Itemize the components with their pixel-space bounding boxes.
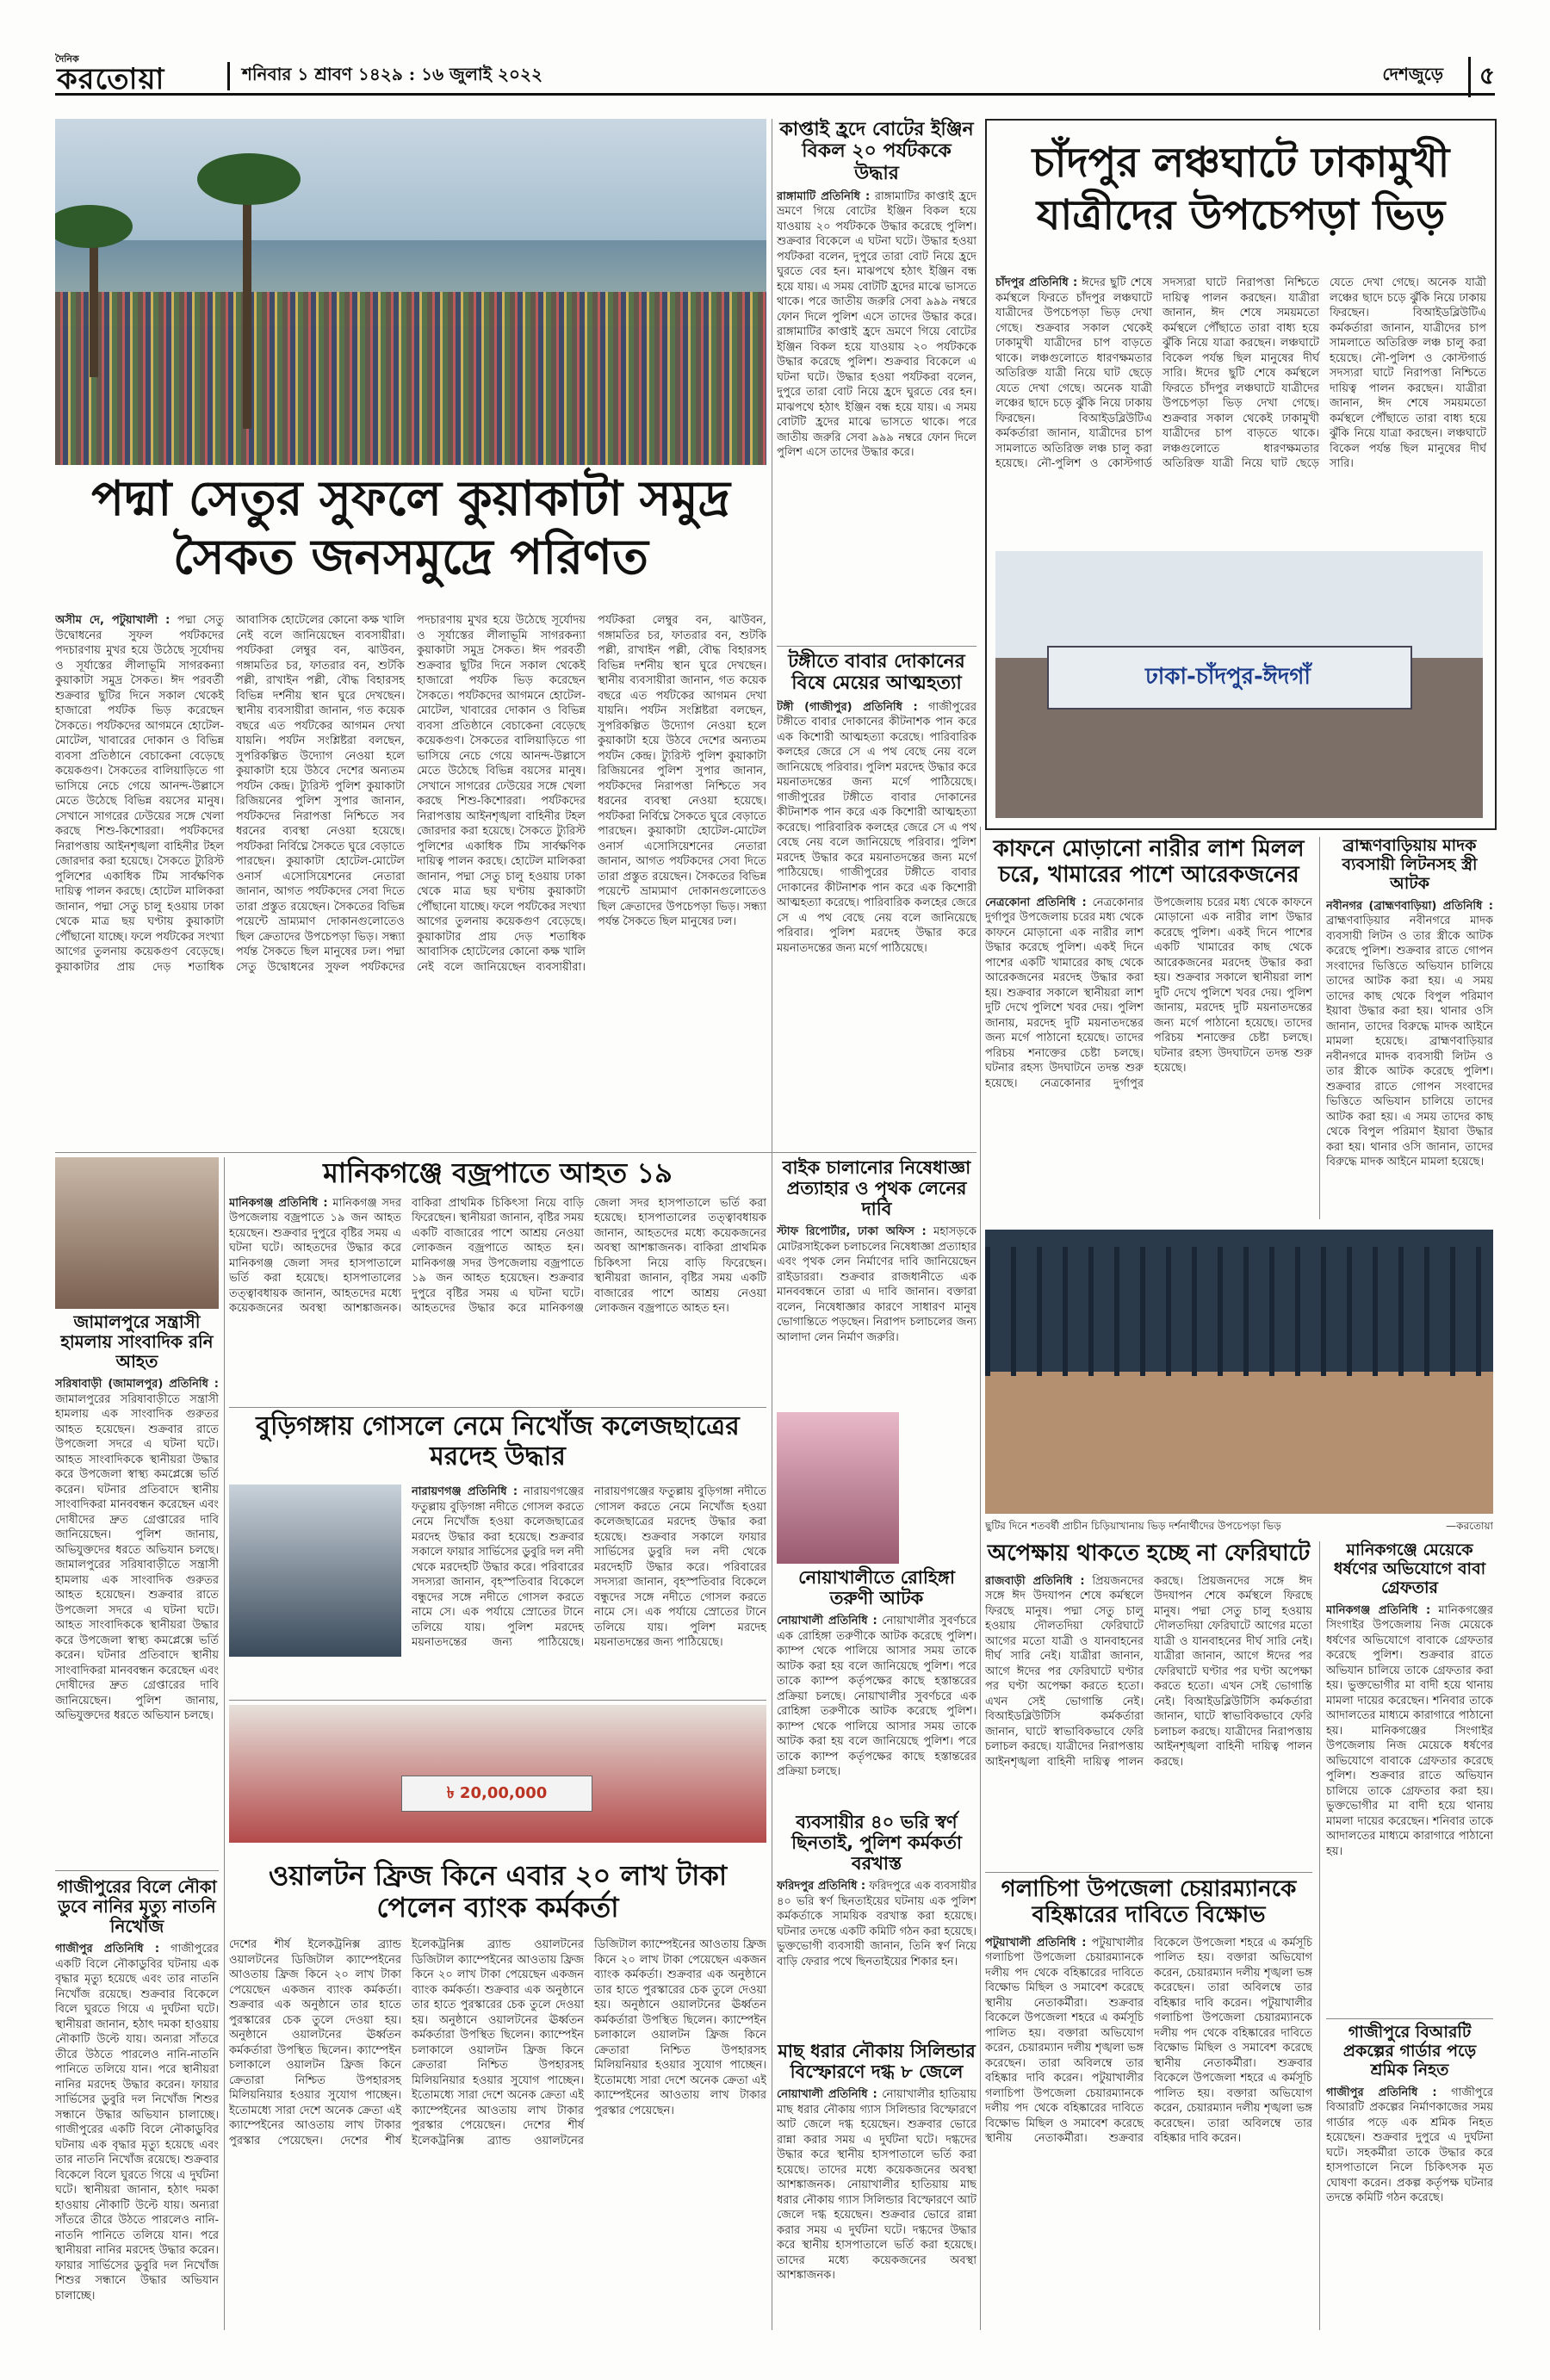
- newspaper-logo: দৈনিক করতোয়া: [55, 53, 165, 96]
- kuakata-article: অসীম দে, পটুয়াখালী : পদ্মা সেতু উদ্বোধনের সুফল পর্যটকদের পদচারণায় মুখর হয়ে উঠেছে সূর্যোদয় ও সূর্যাস্তের লীলাভূমি সাগরকন্যা কুয়াকাটা সমুদ্র সৈকত। ঈদ পরবর্তী শুক্রবার ছুটির দিনে সকাল থেকেই হাজারো পর্যটক ভিড় করেছেন সৈকতে। পর্যটকদের আগমনে হোটেল-মোটেল, খাবারের দোকান ও বিভিন্ন ব্যবসা প্রতিষ্ঠানে বেচাকেনা বেড়েছে কয়েকগুণ। সৈকতের বালিয়াড়িতে গা ভাসিয়ে নেচে গেয়ে আনন্দ-উল্লাসে মেতে উঠেছে বিভিন্ন বয়সের মানুষ। সেখানে সাগরের ঢেউয়ের সঙ্গে খেলা করছে শিশু-কিশোররা। পর্যটকদের নিরাপত্তায় আইনশৃঙ্খলা বাহিনীর টহল জোরদার করা হয়েছে। সৈকতে ট্যুরিস্ট পুলিশের একাধিক টিম সার্বক্ষণিক দায়িত্ব পালন করছে। হোটেল মালিকরা জানান, পদ্মা সেতু চালু হওয়ায় ঢাকা থেকে মাত্র ছয় ঘণ্টায় কুয়াকাটা পৌঁছানো যাচ্ছে। ফলে পর্যটকের সংখ্যা আগের তুলনায় কয়েকগুণ বেড়েছে। কুয়াকাটার প্রায় দেড় শতাধিক আবাসিক হোটেলের কোনো কক্ষ খালি নেই বলে জানিয়েছেন ব্যবসায়ীরা। পর্যটকরা লেম্বুর বন, ঝাউবন, গঙ্গামতির চর, ফাতরার বন, শুটকি পল্লী, রাখাইন পল্লী, বৌদ্ধ বিহারসহ বিভিন্ন দর্শনীয় স্থান ঘুরে দেখছেন। স্থানীয় ব্যবসায়ীরা জানান, গত কয়েক বছরে এত পর্যটকের আগমন দেখা যায়নি। পর্যটন সংশ্লিষ্টরা বলছেন, সুপরিকল্পিত উদ্যোগ নেওয়া হলে কুয়াকাটা হয়ে উঠবে দেশের অন্যতম পর্যটন কেন্দ্র। ট্যুরিস্ট পুলিশ কুয়াকাটা রিজিয়নের পুলিশ সুপার জানান, পর্যটকদের নিরাপত্তা নিশ্চিতে সব ধরনের ব্যবস্থা নেওয়া হয়েছে। পর্যটকরা নির্বিঘ্নে সৈকতে ঘুরে বেড়াতে পারছেন। কুয়াকাটা হোটেল-মোটেল ওনার্স এসোসিয়েশনের নেতারা জানান, আগত পর্যটকদের সেবা দিতে তারা প্রস্তুত রয়েছেন। সৈকতের বিভিন্ন পয়েন্টে ভ্রাম্যমাণ দোকানগুলোতেও ছিল ক্রেতাদের উপচেপড়া ভিড়। সন্ধ্যা পর্যন্ত সৈকতে ছিল মানুষের ঢল। পদ্মা সেতু উদ্বোধনের সুফল পর্যটকদের পদচারণায় মুখর হয়ে উঠেছে সূর্যোদয় ও সূর্যাস্তের লীলাভূমি সাগরকন্যা কুয়াকাটা সমুদ্র সৈকত। ঈদ পরবর্তী শুক্রবার ছুটির দিনে সকাল থেকেই হাজারো পর্যটক ভিড় করেছেন সৈকতে। পর্যটকদের আগমনে হোটেল-মোটেল, খাবারের দোকান ও বিভিন্ন ব্যবসা প্রতিষ্ঠানে বেচাকেনা বেড়েছে কয়েকগুণ। সৈকতের বালিয়াড়িতে গা ভাসিয়ে নেচে গেয়ে আনন্দ-উল্লাসে মেতে উঠেছে বিভিন্ন বয়সের মানুষ। সেখানে সাগরের ঢেউয়ের সঙ্গে খেলা করছে শিশু-কিশোররা। পর্যটকদের নিরাপত্তায় আইনশৃঙ্খলা বাহিনীর টহল জোরদার করা হয়েছে। সৈকতে ট্যুরিস্ট পুলিশের একাধিক টিম সার্বক্ষণিক দায়িত্ব পালন করছে। হোটেল মালিকরা জানান, পদ্মা সেতু চালু হওয়ায় ঢাকা থেকে মাত্র ছয় ঘণ্টায় কুয়াকাটা পৌঁছানো যাচ্ছে। ফলে পর্যটকের সংখ্যা আগের তুলনায় কয়েকগুণ বেড়েছে। কুয়াকাটার প্রায় দেড় শতাধিক আবাসিক হোটেলের কোনো কক্ষ খালি নেই বলে জানিয়েছেন ব্যবসায়ীরা। পর্যটকরা লেম্বুর বন, ঝাউবন, গঙ্গামতির চর, ফাতরার বন, শুটকি পল্লী, রাখাইন পল্লী, বৌদ্ধ বিহারসহ বিভিন্ন দর্শনীয় স্থান ঘুরে দেখছেন। স্থানীয় ব্যবসায়ীরা জানান, গত কয়েক বছরে এত পর্যটকের আগমন দেখা যায়নি। পর্যটন সংশ্লিষ্টরা বলছেন, সুপরিকল্পিত উদ্যোগ নেওয়া হলে কুয়াকাটা হয়ে উঠবে দেশের অন্যতম পর্যটন কেন্দ্র। ট্যুরিস্ট পুলিশ কুয়াকাটা রিজিয়নের পুলিশ সুপার জানান, পর্যটকদের নিরাপত্তা নিশ্চিতে সব ধরনের ব্যবস্থা নেওয়া হয়েছে। পর্যটকরা নির্বিঘ্নে সৈকতে ঘুরে বেড়াতে পারছেন। কুয়াকাটা হোটেল-মোটেল ওনার্স এসোসিয়েশনের নেতারা জানান, আগত পর্যটকদের সেবা দিতে তারা প্রস্তুত রয়েছেন। সৈকতের বিভিন্ন পয়েন্টে ভ্রাম্যমাণ দোকানগুলোতেও ছিল ক্রেতাদের উপচেপড়া ভিড়। সন্ধ্যা পর্যন্ত সৈকতে ছিল মানুষের ঢল।: [55, 614, 766, 974]
- galachipa-story: গলাচিপা উপজেলা চেয়ারম্যানকে বহিষ্কারের দাবিতে বিক্ষোভ পটুয়াখালী প্রতিনিধি : পটুয়াখালীর গলাচিপা উপজেলা চেয়ারম্যানকে দলীয় পদ থেকে বহিষ্কারের দাবিতে বিক্ষোভ মিছিল ও সমাবেশ করেছে স্থানীয় নেতাকর্মীরা। শুক্রবার বিকেলে উপজেলা শহরে এ কর্মসূচি পালিত হয়। বক্তারা অভিযোগ করেন, চেয়ারম্যান দলীয় শৃঙ্খলা ভঙ্গ করেছেন। তারা অবিলম্বে তার বহিষ্কার দাবি করেন। পটুয়াখালীর গলাচিপা উপজেলা চেয়ারম্যানকে দলীয় পদ থেকে বহিষ্কারের দাবিতে বিক্ষোভ মিছিল ও সমাবেশ করেছে স্থানীয় নেতাকর্মীরা। শুক্রবার বিকেলে উপজেলা শহরে এ কর্মসূচি পালিত হয়। বক্তারা অভিযোগ করেন, চেয়ারম্যান দলীয় শৃঙ্খলা ভঙ্গ করেছেন। তারা অবিলম্বে তার বহিষ্কার দাবি করেন। পটুয়াখালীর গলাচিপা উপজেলা চেয়ারম্যানকে দলীয় পদ থেকে বহিষ্কারের দাবিতে বিক্ষোভ মিছিল ও সমাবেশ করেছে স্থানীয় নেতাকর্মীরা। শুক্রবার বিকেলে উপজেলা শহরে এ কর্মসূচি পালিত হয়। বক্তারা অভিযোগ করেন, চেয়ারম্যান দলীয় শৃঙ্খলা ভঙ্গ করেছেন। তারা অবিলম্বে তার বহিষ্কার দাবি করেন।: [985, 1876, 1312, 2146]
- cylinder-story: মাছ ধরার নৌকায় সিলিন্ডার বিস্ফোরণে দগ্ধ ৮ জেলে নোয়াখালী প্রতিনিধি : নোয়াখালীর হাতিয়ায় মাছ ধরার নৌকায় গ্যাস সিলিন্ডার বিস্ফোরণে আট জেলে দগ্ধ হয়েছেন। শুক্রবার ভোরে রান্না করার সময় এ দুর্ঘটনা ঘটে। দগ্ধদের উদ্ধার করে স্থানীয় হাসপাতালে ভর্তি করা হয়েছে। তাদের মধ্যে কয়েকজনের অবস্থা আশঙ্কাজনক। নোয়াখালীর হাতিয়ায় মাছ ধরার নৌকায় গ্যাস সিলিন্ডার বিস্ফোরণে আট জেলে দগ্ধ হয়েছেন। শুক্রবার ভোরে রান্না করার সময় এ দুর্ঘটনা ঘটে। দগ্ধদের উদ্ধার করে স্থানীয় হাসপাতালে ভর্তি করা হয়েছে। তাদের মধ্যে কয়েকজনের অবস্থা আশঙ্কাজনক।: [777, 2041, 976, 2283]
- jamalpur-story: জামালপুরে সন্ত্রাসী হামলায় সাংবাদিক রনি আহত সরিষাবাড়ী (জামালপুর) প্রতিনিধি : জামালপুরের সরিষাবাড়ীতে সন্ত্রাসী হামলায় এক সাংবাদিক গুরুতর আহত হয়েছেন। শুক্রবার রাতে উপজেলা সদরে এ ঘটনা ঘটে। আহত সাংবাদিককে স্থানীয়রা উদ্ধার করে উপজেলা স্বাস্থ্য কমপ্লেক্সে ভর্তি করেন। ঘটনার প্রতিবাদে স্থানীয় সাংবাদিকরা মানববন্ধন করেছেন এবং দোষীদের দ্রুত গ্রেপ্তারের দাবি জানিয়েছেন। পুলিশ জানায়, অভিযুক্তদের ধরতে অভিযান চলছে। জামালপুরের সরিষাবাড়ীতে সন্ত্রাসী হামলায় এক সাংবাদিক গুরুতর আহত হয়েছেন। শুক্রবার রাতে উপজেলা সদরে এ ঘটনা ঘটে। আহত সাংবাদিককে স্থানীয়রা উদ্ধার করে উপজেলা স্বাস্থ্য কমপ্লেক্সে ভর্তি করেন। ঘটনার প্রতিবাদে স্থানীয় সাংবাদিকরা মানববন্ধন করেছেন এবং দোষীদের দ্রুত গ্রেপ্তারের দাবি জানিয়েছেন। পুলিশ জানায়, অভিযুক্তদের ধরতে অভিযান চলছে।: [55, 1311, 219, 1722]
- chandpur-headline: চাঁদপুর লঞ্চঘাটে ঢাকামুখী যাত্রীদের উপচেপড়া ভিড়: [1032, 139, 1450, 240]
- gold-story: ব্যবসায়ীর ৪০ ভরি স্বর্ণ ছিনতাই, পুলিশ কর্মকর্তা বরখাস্ত ফরিদপুর প্রতিনিধি : ফরিদপুরে এক ব্যবসায়ীর ৪০ ভরি স্বর্ণ ছিনতাইয়ের ঘটনায় এক পুলিশ কর্মকর্তাকে সাময়িক বরখাস্ত করা হয়েছে। ঘটনার তদন্তে একটি কমিটি গঠন করা হয়েছে। ভুক্তভোগী ব্যবসায়ী জানান, তিনি স্বর্ণ নিয়ে বাড়ি ফেরার পথে ছিনতাইয়ের শিকার হন।: [777, 1812, 976, 1968]
- buriganga-story: বুড়িগঙ্গায় গোসলে নেমে নিখোঁজ কলেজছাত্রের মরদেহ উদ্ধার নারায়ণগঞ্জ প্রতিনিধি : নারায়ণগঞ্জের ফতুল্লায় বুড়িগঙ্গা নদীতে গোসল করতে নেমে নিখোঁজ হওয়া কলেজছাত্রের মরদেহ উদ্ধার করা হয়েছে। শুক্রবার সকালে ফায়ার সার্ভিসের ডুবুরি দল নদী থেকে মরদেহটি উদ্ধার করে। পরিবারের সদস্যরা জানান, বৃহস্পতিবার বিকেলে বন্ধুদের সঙ্গে নদীতে গোসল করতে নামে সে। এক পর্যায়ে স্রোতের টানে তলিয়ে যায়। পুলিশ মরদেহ ময়নাতদন্তের জন্য পাঠিয়েছে। নারায়ণগঞ্জের ফতুল্লায় বুড়িগঙ্গা নদীতে গোসল করতে নেমে নিখোঁজ হওয়া কলেজছাত্রের মরদেহ উদ্ধার করা হয়েছে। শুক্রবার সকালে ফায়ার সার্ভিসের ডুবুরি দল নদী থেকে মরদেহটি উদ্ধার করে। পরিবারের সদস্যরা জানান, বৃহস্পতিবার বিকেলে বন্ধুদের সঙ্গে নদীতে গোসল করতে নামে সে। এক পর্যায়ে স্রোতের টানে তলিয়ে যায়। পুলিশ মরদেহ ময়নাতদন্তের জন্য পাঠিয়েছে।: [229, 1412, 766, 1696]
- walton-ceremony-photo: [229, 1705, 766, 1843]
- manikganj-lightning-story: মানিকগঞ্জে বজ্রপাতে আহত ১৯ মানিকগঞ্জ প্রতিনিধি : মানিকগঞ্জ সদর উপজেলায় বজ্রপাতে ১৯ জন আহত হয়েছেন। শুক্রবার দুপুরে বৃষ্টির সময় এ ঘটনা ঘটে। আহতদের উদ্ধার করে মানিকগঞ্জ জেলা সদর হাসপাতালে ভর্তি করা হয়েছে। হাসপাতালের তত্ত্বাবধায়ক জানান, আহতদের মধ্যে কয়েকজনের অবস্থা আশঙ্কাজনক। বাকিরা প্রাথমিক চিকিৎসা নিয়ে বাড়ি ফিরেছেন। স্থানীয়রা জানান, বৃষ্টির সময় একটি বাজারের পাশে আশ্রয় নেওয়া লোকজন বজ্রপাতে আহত হন। মানিকগঞ্জ সদর উপজেলায় বজ্রপাতে ১৯ জন আহত হয়েছেন। শুক্রবার দুপুরে বৃষ্টির সময় এ ঘটনা ঘটে। আহতদের উদ্ধার করে মানিকগঞ্জ জেলা সদর হাসপাতালে ভর্তি করা হয়েছে। হাসপাতালের তত্ত্বাবধায়ক জানান, আহতদের মধ্যে কয়েকজনের অবস্থা আশঙ্কাজনক। বাকিরা প্রাথমিক চিকিৎসা নিয়ে বাড়ি ফিরেছেন। স্থানীয়রা জানান, বৃষ্টির সময় একটি বাজারের পাশে আশ্রয় নেওয়া লোকজন বজ্রপাতে আহত হন।: [229, 1156, 766, 1316]
- row-divider: [55, 1870, 219, 1871]
- kaptai-story: কাপ্তাই হ্রদে বোটের ইঞ্জিন বিকল ২০ পর্যটককে উদ্ধার রাঙ্গামাটি প্রতিনিধি : রাঙ্গামাটির কাপ্তাই হ্রদে ভ্রমণে গিয়ে বোটের ইঞ্জিন বিকল হয়ে যাওয়ায় ২০ পর্যটককে উদ্ধার করেছে পুলিশ। শুক্রবার বিকেলে এ ঘটনা ঘটে। উদ্ধার হওয়া পর্যটকরা বলেন, দুপুরে তারা বোট নিয়ে হ্রদে ঘুরতে বের হন। মাঝপথে হঠাৎ ইঞ্জিন বন্ধ হয়ে যায়। এ সময় বোটটি হ্রদের মাঝে ভাসতে থাকে। পরে জাতীয় জরুরি সেবা ৯৯৯ নম্বরে ফোন দিলে পুলিশ এসে তাদের উদ্ধার করে। রাঙ্গামাটির কাপ্তাই হ্রদে ভ্রমণে গিয়ে বোটের ইঞ্জিন বিকল হয়ে যাওয়ায় ২০ পর্যটককে উদ্ধার করেছে পুলিশ। শুক্রবার বিকেলে এ ঘটনা ঘটে। উদ্ধার হওয়া পর্যটকরা বলেন, দুপুরে তারা বোট নিয়ে হ্রদে ঘুরতে বের হন। মাঝপথে হঠাৎ ইঞ্জিন বন্ধ হয়ে যায়। এ সময় বোটটি হ্রদের মাঝে ভাসতে থাকে। পরে জাতীয় জরুরি সেবা ৯৯৯ নম্বরে ফোন দিলে পুলিশ এসে তাদের উদ্ধার করে।: [777, 119, 976, 460]
- section-name: দেশজুড়ে: [1382, 64, 1443, 84]
- column-divider: [1319, 837, 1320, 1219]
- zoo-crowd-photo: [985, 1230, 1493, 1514]
- student-photo: [229, 1484, 401, 1657]
- bike-ban-story: বাইক চালানোর নিষেধাজ্ঞা প্রত্যাহার ও পৃথক লেনের দাবি স্টাফ রিপোর্টার, ঢাকা অফিস : মহাসড়কে মোটরসাইকেল চলাচলের নিষেধাজ্ঞা প্রত্যাহার এবং পৃথক লেন নির্মাণের দাবি জানিয়েছেন রাইডাররা। শুক্রবার রাজধানীতে এক মানববন্ধনে তারা এ দাবি জানান। বক্তারা বলেন, নিষেধাজ্ঞার কারণে সাধারণ মানুষ ভোগান্তিতে পড়ছেন। নিরাপদ চলাচলের জন্য আলাদা লেন নির্মাণ জরুরি।: [777, 1157, 976, 1344]
- column-divider: [1319, 1541, 1320, 2330]
- journalist-photo: [55, 1157, 219, 1309]
- column-divider: [980, 827, 981, 2330]
- brahmanbaria-story: ব্রাহ্মণবাড়িয়ায় মাদক ব্যবসায়ী লিটনসহ স্ত্রী আটক নবীনগর (ব্রাহ্মণবাড়িয়া) প্রতিনিধি : ব্রাহ্মণবাড়িয়ার নবীনগরে মাদক ব্যবসায়ী লিটন ও তার স্ত্রীকে আটক করেছে পুলিশ। শুক্রবার রাতে গোপন সংবাদের ভিত্তিতে অভিযান চালিয়ে তাদের আটক করা হয়। এ সময় তাদের কাছ থেকে বিপুল পরিমাণ ইয়াবা উদ্ধার করা হয়। থানার ওসি জানান, তাদের বিরুদ্ধে মাদক আইনে মামলা হয়েছে। ব্রাহ্মণবাড়িয়ার নবীনগরে মাদক ব্যবসায়ী লিটন ও তার স্ত্রীকে আটক করেছে পুলিশ। শুক্রবার রাতে গোপন সংবাদের ভিত্তিতে অভিযান চালিয়ে তাদের আটক করা হয়। এ সময় তাদের কাছ থেকে বিপুল পরিমাণ ইয়াবা উদ্ধার করা হয়। থানার ওসি জানান, তাদের বিরুদ্ধে মাদক আইনে মামলা হয়েছে।: [1326, 836, 1493, 1169]
- gazipur-boat-story: গাজীপুরের বিলে নৌকা ডুবে নানির মৃত্যু নাতনি নিখোঁজ গাজীপুর প্রতিনিধি : গাজীপুরের একটি বিলে নৌকাডুবির ঘটনায় এক বৃদ্ধার মৃত্যু হয়েছে এবং তার নাতনি নিখোঁজ রয়েছে। শুক্রবার বিকেলে বিলে ঘুরতে গিয়ে এ দুর্ঘটনা ঘটে। স্থানীয়রা জানান, হঠাৎ দমকা হাওয়ায় নৌকাটি উল্টে যায়। অন্যরা সাঁতরে তীরে উঠতে পারলেও নানি-নাতনি পানিতে তলিয়ে যান। পরে স্থানীয়রা নানির মরদেহ উদ্ধার করেন। ফায়ার সার্ভিসের ডুবুরি দল নিখোঁজ শিশুর সন্ধানে উদ্ধার অভিযান চালাচ্ছে। গাজীপুরের একটি বিলে নৌকাডুবির ঘটনায় এক বৃদ্ধার মৃত্যু হয়েছে এবং তার নাতনি নিখোঁজ রয়েছে। শুক্রবার বিকেলে বিলে ঘুরতে গিয়ে এ দুর্ঘটনা ঘটে। স্থানীয়রা জানান, হঠাৎ দমকা হাওয়ায় নৌকাটি উল্টে যায়। অন্যরা সাঁতরে তীরে উঠতে পারলেও নানি-নাতনি পানিতে তলিয়ে যান। পরে স্থানীয়রা নানির মরদেহ উদ্ধার করেন। ফায়ার সার্ভিসের ডুবুরি দল নিখোঁজ শিশুর সন্ধানে উদ্ধার অভিযান চালাচ্ছে।: [55, 1876, 219, 2303]
- zoo-photo-caption: ছুটির দিনে শতবর্ষী প্রাচীন চিড়িয়াখানায় ভিড় দর্শনার্থীদের উপচেপড়া ভিড় —করতোয়া: [985, 1520, 1493, 1532]
- kuakata-photo: [55, 119, 766, 465]
- walton-story: ৳ 20,00,000 ওয়ালটন ফ্রিজ কিনে এবার ২০ লাখ টাকা পেলেন ব্যাংক কর্মকর্তা দেশের শীর্ষ ইলেকট্রনিক্স ব্র্যান্ড ওয়ালটনের ডিজিটাল ক্যাম্পেইনের আওতায় ফ্রিজ কিনে ২০ লাখ টাকা পেয়েছেন একজন ব্যাংক কর্মকর্তা। শুক্রবার এক অনুষ্ঠানে তার হাতে পুরস্কারের চেক তুলে দেওয়া হয়। অনুষ্ঠানে ওয়ালটনের ঊর্ধ্বতন কর্মকর্তারা উপস্থিত ছিলেন। ক্যাম্পেইন চলাকালে ওয়ালটন ফ্রিজ কিনে ক্রেতারা নিশ্চিত উপহারসহ মিলিয়নিয়ার হওয়ার সুযোগ পাচ্ছেন। ইতোমধ্যে সারা দেশে অনেক ক্রেতা এই ক্যাম্পেইনের আওতায় লাখ টাকার পুরস্কার পেয়েছেন। দেশের শীর্ষ ইলেকট্রনিক্স ব্র্যান্ড ওয়ালটনের ডিজিটাল ক্যাম্পেইনের আওতায় ফ্রিজ কিনে ২০ লাখ টাকা পেয়েছেন একজন ব্যাংক কর্মকর্তা। শুক্রবার এক অনুষ্ঠানে তার হাতে পুরস্কারের চেক তুলে দেওয়া হয়। অনুষ্ঠানে ওয়ালটনের ঊর্ধ্বতন কর্মকর্তারা উপস্থিত ছিলেন। ক্যাম্পেইন চলাকালে ওয়ালটন ফ্রিজ কিনে ক্রেতারা নিশ্চিত উপহারসহ মিলিয়নিয়ার হওয়ার সুযোগ পাচ্ছেন। ইতোমধ্যে সারা দেশে অনেক ক্রেতা এই ক্যাম্পেইনের আওতায় লাখ টাকার পুরস্কার পেয়েছেন। দেশের শীর্ষ ইলেকট্রনিক্স ব্র্যান্ড ওয়ালটনের ডিজিটাল ক্যাম্পেইনের আওতায় ফ্রিজ কিনে ২০ লাখ টাকা পেয়েছেন একজন ব্যাংক কর্মকর্তা। শুক্রবার এক অনুষ্ঠানে তার হাতে পুরস্কারের চেক তুলে দেওয়া হয়। অনুষ্ঠানে ওয়ালটনের ঊর্ধ্বতন কর্মকর্তারা উপস্থিত ছিলেন। ক্যাম্পেইন চলাকালে ওয়ালটন ফ্রিজ কিনে ক্রেতারা নিশ্চিত উপহারসহ মিলিয়নিয়ার হওয়ার সুযোগ পাচ্ছেন। ইতোমধ্যে সারা দেশে অনেক ক্রেতা এই ক্যাম্পেইনের আওতায় লাখ টাকার পুরস্কার পেয়েছেন।: [229, 1705, 766, 2330]
- chandpur-story: চাঁদপুর লঞ্চঘাটে ঢাকামুখী যাত্রীদের উপচেপড়া ভিড় চাঁদপুর প্রতিনিধি : ঈদের ছুটি শেষে কর্মস্থলে ফিরতে চাঁদপুর লঞ্চঘাটে যাত্রীদের উপচেপড়া ভিড় দেখা গেছে। শুক্রবার সকাল থেকেই ঢাকামুখী যাত্রীদের চাপ বাড়তে থাকে। লঞ্চগুলোতে ধারণক্ষমতার অতিরিক্ত যাত্রী নিয়ে ঘাট ছেড়ে যেতে দেখা গেছে। অনেক যাত্রী লঞ্চের ছাদে চড়ে ঝুঁকি নিয়ে ঢাকায় ফিরছেন। বিআইডব্লিউটিএ কর্মকর্তারা জানান, যাত্রীদের চাপ সামলাতে অতিরিক্ত লঞ্চ চালু করা হয়েছে। নৌ-পুলিশ ও কোস্টগার্ড সদস্যরা ঘাটে নিরাপত্তা নিশ্চিতে দায়িত্ব পালন করছেন। যাত্রীরা জানান, ঈদ শেষে সময়মতো কর্মস্থলে পৌঁছাতে তারা বাধ্য হয়ে ঝুঁকি নিয়ে যাত্রা করছেন। লঞ্চঘাটে বিকেল পর্যন্ত ছিল মানুষের দীর্ঘ সারি। ঈদের ছুটি শেষে কর্মস্থলে ফিরতে চাঁদপুর লঞ্চঘাটে যাত্রীদের উপচেপড়া ভিড় দেখা গেছে। শুক্রবার সকাল থেকেই ঢাকামুখী যাত্রীদের চাপ বাড়তে থাকে। লঞ্চগুলোতে ধারণক্ষমতার অতিরিক্ত যাত্রী নিয়ে ঘাট ছেড়ে যেতে দেখা গেছে। অনেক যাত্রী লঞ্চের ছাদে চড়ে ঝুঁকি নিয়ে ঢাকায় ফিরছেন। বিআইডব্লিউটিএ কর্মকর্তারা জানান, যাত্রীদের চাপ সামলাতে অতিরিক্ত লঞ্চ চালু করা হয়েছে। নৌ-পুলিশ ও কোস্টগার্ড সদস্যরা ঘাটে নিরাপত্তা নিশ্চিতে দায়িত্ব পালন করছেন। যাত্রীরা জানান, ঈদ শেষে সময়মতো কর্মস্থলে পৌঁছাতে তারা বাধ্য হয়ে ঝুঁকি নিয়ে যাত্রা করছেন। লঞ্চঘাটে বিকেল পর্যন্ত ছিল মানুষের দীর্ঘ সারি। ঢাকা-চাঁদপুর-ঈদগাঁ: [985, 119, 1497, 830]
- row-divider: [229, 1407, 766, 1408]
- walton-cheque: ৳ 20,00,000: [401, 1776, 592, 1812]
- row-divider: [985, 1872, 1312, 1873]
- row-divider: [1326, 2018, 1493, 2019]
- column-divider: [224, 1157, 225, 2330]
- manikganj-arrest-story: মানিকগঞ্জে মেয়েকে ধর্ষণের অভিযোগে বাবা গ্রেফতার মানিকগঞ্জ প্রতিনিধি : মানিকগঞ্জের সিংগাইর উপজেলায় নিজ মেয়েকে ধর্ষণের অভিযোগে বাবাকে গ্রেফতার করেছে পুলিশ। শুক্রবার রাতে অভিযান চালিয়ে তাকে গ্রেফতার করা হয়। ভুক্তভোগীর মা বাদী হয়ে থানায় মামলা দায়ের করেছেন। শনিবার তাকে আদালতের মাধ্যমে কারাগারে পাঠানো হয়। মানিকগঞ্জের সিংগাইর উপজেলায় নিজ মেয়েকে ধর্ষণের অভিযোগে বাবাকে গ্রেফতার করেছে পুলিশ। শুক্রবার রাতে অভিযান চালিয়ে তাকে গ্রেফতার করা হয়। ভুক্তভোগীর মা বাদী হয়ে থানায় মামলা দায়ের করেছেন। শনিবার তাকে আদালতের মাধ্যমে কারাগারে পাঠানো হয়।: [1326, 1540, 1493, 1858]
- chandpur-launch-photo: ঢাকা-চাঁদপুর-ঈদগাঁ: [995, 551, 1483, 818]
- row-divider: [777, 646, 976, 647]
- row-divider: [55, 1152, 976, 1153]
- tongi-story: টঙ্গীতে বাবার দোকানের বিষে মেয়ের আত্মহত্যা টঙ্গী (গাজীপুর) প্রতিনিধি : গাজীপুরের টঙ্গীতে বাবার দোকানের কীটনাশক পান করে এক কিশোরী আত্মহত্যা করেছে। পারিবারিক কলহের জেরে সে এ পথ বেছে নেয় বলে জানিয়েছে পরিবার। পুলিশ মরদেহ উদ্ধার করে ময়নাতদন্তের জন্য মর্গে পাঠিয়েছে। গাজীপুরের টঙ্গীতে বাবার দোকানের কীটনাশক পান করে এক কিশোরী আত্মহত্যা করেছে। পারিবারিক কলহের জেরে সে এ পথ বেছে নেয় বলে জানিয়েছে পরিবার। পুলিশ মরদেহ উদ্ধার করে ময়নাতদন্তের জন্য মর্গে পাঠিয়েছে। গাজীপুরের টঙ্গীতে বাবার দোকানের কীটনাশক পান করে এক কিশোরী আত্মহত্যা করেছে। পারিবারিক কলহের জেরে সে এ পথ বেছে নেয় বলে জানিয়েছে পরিবার। পুলিশ মরদেহ উদ্ধার করে ময়নাতদন্তের জন্য মর্গে পাঠিয়েছে।: [777, 651, 976, 955]
- noakhali-story: নোয়াখালীতে রোহিঙ্গা তরুণী আটক নোয়াখালী প্রতিনিধি : নোয়াখালীর সুবর্ণচরে এক রোহিঙ্গা তরুণীকে আটক করেছে পুলিশ। ক্যাম্প থেকে পালিয়ে আসার সময় তাকে আটক করা হয় বলে জানিয়েছে পুলিশ। পরে তাকে ক্যাম্প কর্তৃপক্ষের কাছে হস্তান্তরের প্রক্রিয়া চলছে। নোয়াখালীর সুবর্ণচরে এক রোহিঙ্গা তরুণীকে আটক করেছে পুলিশ। ক্যাম্প থেকে পালিয়ে আসার সময় তাকে আটক করা হয় বলে জানিয়েছে পুলিশ। পরে তাকে ক্যাম্প কর্তৃপক্ষের কাছে হস্তান্তরের প্রক্রিয়া চলছে।: [777, 1567, 976, 1779]
- kafon-story: কাফনে মোড়ানো নারীর লাশ মিলল চরে, খামারের পাশে আরেকজনের নেত্রকোনা প্রতিনিধি : নেত্রকোনার দুর্গাপুর উপজেলায় চরের মধ্য থেকে কাফনে মোড়ানো এক নারীর লাশ উদ্ধার করেছে পুলিশ। একই দিনে পাশের একটি খামারের কাছ থেকে আরেকজনের মরদেহ উদ্ধার করা হয়। শুক্রবার সকালে স্থানীয়রা লাশ দুটি দেখে পুলিশে খবর দেয়। পুলিশ জানায়, মরদেহ দুটি ময়নাতদন্তের জন্য মর্গে পাঠানো হয়েছে। তাদের পরিচয় শনাক্তের চেষ্টা চলছে। ঘটনার রহস্য উদঘাটনে তদন্ত শুরু হয়েছে। নেত্রকোনার দুর্গাপুর উপজেলায় চরের মধ্য থেকে কাফনে মোড়ানো এক নারীর লাশ উদ্ধার করেছে পুলিশ। একই দিনে পাশের একটি খামারের কাছ থেকে আরেকজনের মরদেহ উদ্ধার করা হয়। শুক্রবার সকালে স্থানীয়রা লাশ দুটি দেখে পুলিশে খবর দেয়। পুলিশ জানায়, মরদেহ দুটি ময়নাতদন্তের জন্য মর্গে পাঠানো হয়েছে। তাদের পরিচয় শনাক্তের চেষ্টা চলছে। ঘটনার রহস্য উদঘাটনে তদন্ত শুরু হয়েছে।: [985, 836, 1312, 1090]
- issue-date: শনিবার ১ শ্রাবণ ১৪২৯ : ১৬ জুলাই ২০২২: [227, 62, 542, 90]
- kuakata-headline: পদ্মা সেতুর সুফলে কুয়াকাটা সমুদ্র সৈকত জনসমুদ্রে পরিণত: [91, 471, 730, 586]
- masthead: [55, 52, 1495, 96]
- rohingya-woman-photo: [777, 1412, 899, 1564]
- gazipur-factory-story: গাজীপুরে বিআরটি প্রকল্পের গার্ডার পড়ে শ্রমিক নিহত গাজীপুর প্রতিনিধি : গাজীপুরে বিআরটি প্রকল্পের নির্মাণকাজের সময় গার্ডার পড়ে এক শ্রমিক নিহত হয়েছেন। শুক্রবার দুপুরে এ দুর্ঘটনা ঘটে। সহকর্মীরা তাকে উদ্ধার করে হাসপাতালে নিলে চিকিৎসক মৃত ঘোষণা করেন। প্রকল্প কর্তৃপক্ষ ঘটনার তদন্তে কমিটি গঠন করেছে।: [1326, 2023, 1493, 2205]
- page-number: ৫: [1468, 57, 1495, 97]
- row-divider: [229, 1700, 766, 1701]
- ferry-story: অপেক্ষায় থাকতে হচ্ছে না ফেরিঘাটে রাজবাড়ী প্রতিনিধি : প্রিয়জনদের সঙ্গে ঈদ উদযাপন শেষে কর্মস্থলে ফিরছে মানুষ। পদ্মা সেতু চালু হওয়ায় দৌলতদিয়া ফেরিঘাটে আগের মতো যাত্রী ও যানবাহনের দীর্ঘ সারি নেই। যাত্রীরা জানান, আগে ঈদের পর ফেরিঘাটে ঘণ্টার পর ঘণ্টা অপেক্ষা করতে হতো। এখন সেই ভোগান্তি নেই। বিআইডব্লিউটিসি কর্মকর্তারা জানান, ঘাটে স্বাভাবিকভাবে ফেরি চলাচল করছে। যাত্রীদের নিরাপত্তায় আইনশৃঙ্খলা বাহিনী দায়িত্ব পালন করছে। প্রিয়জনদের সঙ্গে ঈদ উদযাপন শেষে কর্মস্থলে ফিরছে মানুষ। পদ্মা সেতু চালু হওয়ায় দৌলতদিয়া ফেরিঘাটে আগের মতো যাত্রী ও যানবাহনের দীর্ঘ সারি নেই। যাত্রীরা জানান, আগে ঈদের পর ফেরিঘাটে ঘণ্টার পর ঘণ্টা অপেক্ষা করতে হতো। এখন সেই ভোগান্তি নেই। বিআইডব্লিউটিসি কর্মকর্তারা জানান, ঘাটে স্বাভাবিকভাবে ফেরি চলাচল করছে। যাত্রীদের নিরাপত্তায় আইনশৃঙ্খলা বাহিনী দায়িত্ব পালন করছে।: [985, 1540, 1312, 1769]
